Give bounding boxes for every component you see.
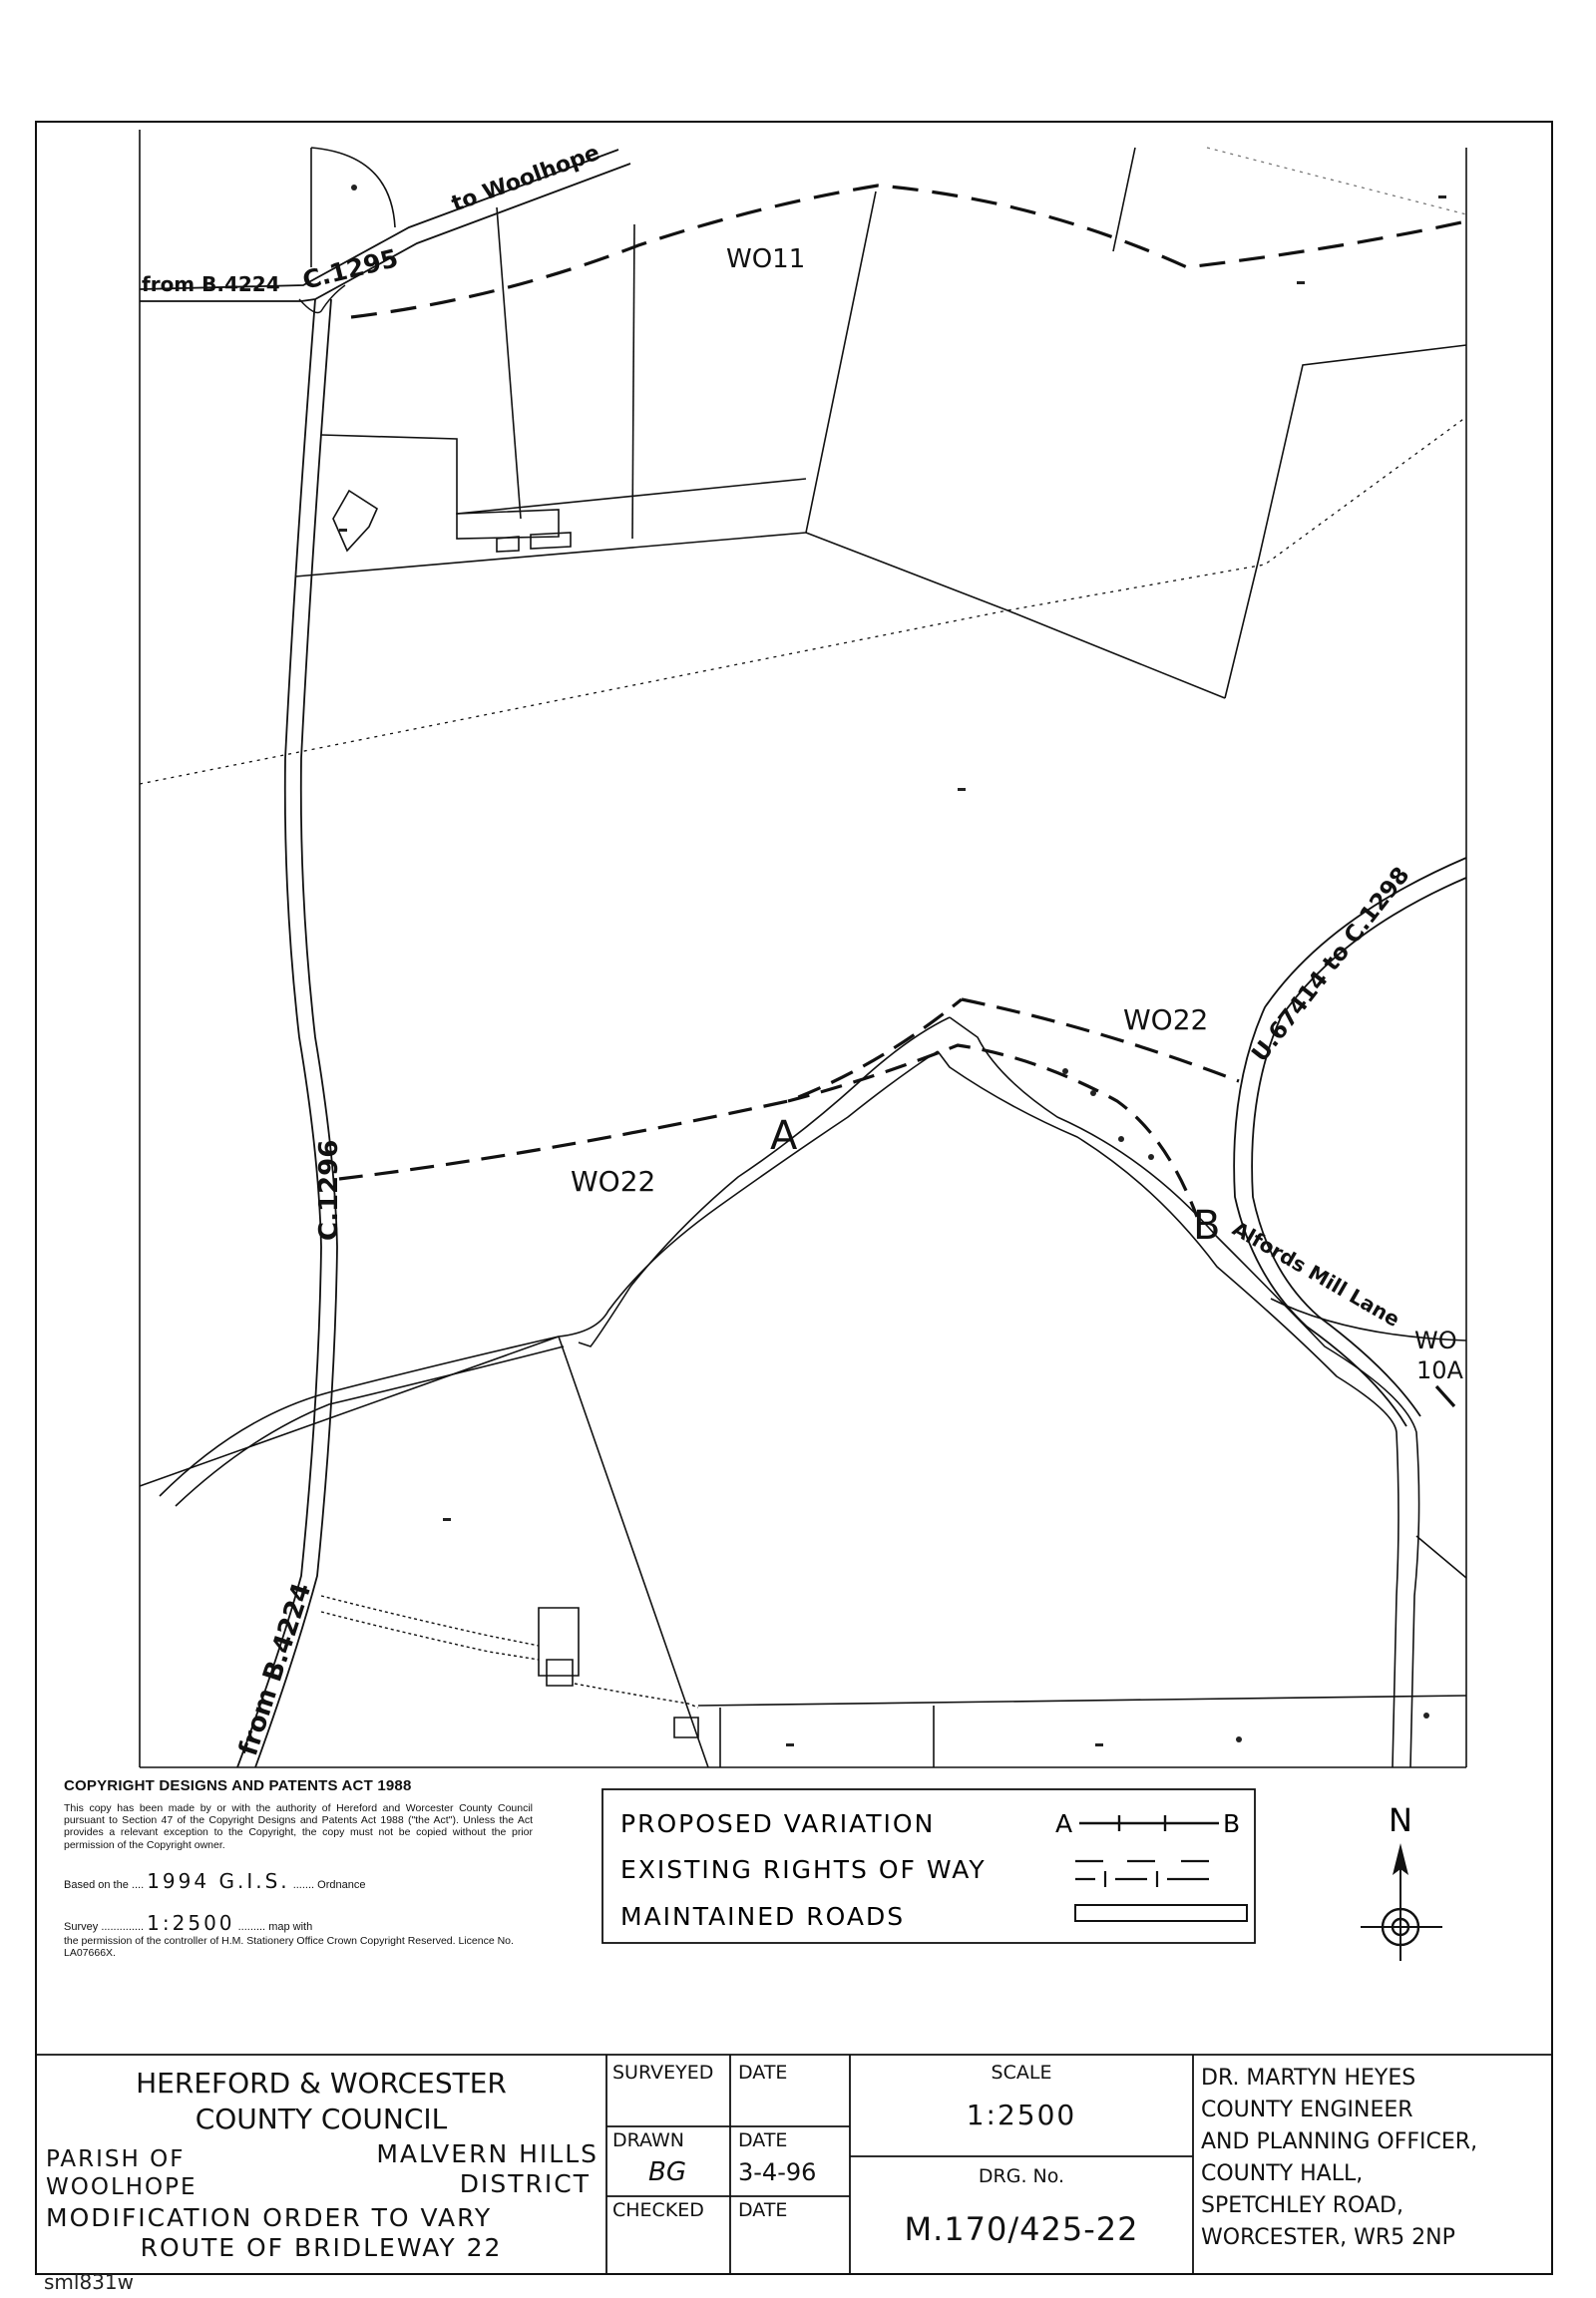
survey-line: Survey .............. 1:2500 ......... map with xyxy=(64,1910,313,1935)
farm-track xyxy=(321,1612,539,1660)
district-label: DISTRICT xyxy=(459,2169,591,2198)
tree-symbol xyxy=(1118,1136,1124,1142)
tree-symbol xyxy=(351,185,357,191)
officer-line6: WORCESTER, WR5 2NP xyxy=(1201,2225,1455,2250)
council-name-line2: COUNTY COUNCIL xyxy=(195,2103,448,2135)
drg-label: DRG. No. xyxy=(978,2165,1065,2187)
field-boundary xyxy=(497,207,521,519)
building xyxy=(531,533,571,549)
parcel-number xyxy=(1095,1743,1103,1746)
survey-prefix: Survey xyxy=(64,1920,99,1933)
parish-of-label: PARISH OF xyxy=(46,2146,186,2172)
officer-line2: COUNTY ENGINEER xyxy=(1201,2098,1413,2122)
legend xyxy=(602,1789,1255,1943)
parcel-number xyxy=(1297,281,1305,284)
parcel-number xyxy=(339,529,347,532)
field-boundary xyxy=(559,1337,708,1767)
title-block-text xyxy=(46,2062,1477,2262)
point-b-label: B xyxy=(1193,1203,1221,1249)
copyright-title: COPYRIGHT DESIGNS AND PATENTS ACT 1988 xyxy=(64,1777,412,1794)
label-to-woolhope: to Woolhope xyxy=(448,140,603,217)
point-a-label: A xyxy=(770,1113,798,1159)
proposed-variation xyxy=(788,1045,1197,1217)
label-wo10a-1: WO xyxy=(1414,1327,1457,1354)
file-reference: sml831w xyxy=(44,2270,134,2294)
label-u67414: U.67414 to C.1298 xyxy=(1247,862,1415,1067)
officer-line1: DR. MARTYN HEYES xyxy=(1201,2066,1416,2091)
drawn-label: DRAWN xyxy=(612,2129,685,2151)
field-boundary xyxy=(1113,148,1135,251)
officer-line3: AND PLANNING OFFICER, xyxy=(1201,2129,1478,2154)
label-c1295: C.1295 xyxy=(299,243,401,295)
road-c1296 xyxy=(237,299,321,1767)
copyright-permission: the permission of the controller of H.M. Stationery Office Crown Copyright Reserved. Licence No. LA07666X. xyxy=(64,1934,514,1959)
copyright-body: This copy has been made by or with the authority of Hereford and Worcester County Council pursuant to Section 47 of the Copyright Designs and Patents Act 1988 ("the Act"). Unless the Act provides a relevant exception to the Copyright, the copy must not be copied without the prior permission of the Copyright owner. xyxy=(64,1802,533,1851)
parcel-number xyxy=(786,1743,794,1746)
district-name: MALVERN HILLS xyxy=(376,2139,598,2168)
drawn-date-label: DATE xyxy=(738,2129,788,2151)
north-arrow xyxy=(1361,1801,1442,1961)
farm-track xyxy=(321,1596,539,1646)
label-c1296: C.1296 xyxy=(314,1139,344,1241)
north-label: N xyxy=(1389,1801,1412,1839)
building xyxy=(497,537,519,552)
tree-symbol xyxy=(1062,1068,1068,1074)
legend-proposed-b: B xyxy=(1223,1809,1241,1838)
tree-symbol xyxy=(1090,1090,1096,1096)
label-wo22-left: WO22 xyxy=(571,1165,656,1198)
based-on-prefix: Based on the xyxy=(64,1878,129,1891)
legend-maintained-symbol xyxy=(1075,1905,1247,1921)
tree-symbol xyxy=(1423,1713,1429,1719)
field-boundary xyxy=(806,533,1225,698)
field-boundary xyxy=(176,1346,564,1506)
field-boundary xyxy=(160,1337,559,1496)
surveyed-date-label: DATE xyxy=(738,2062,788,2084)
drawn-initials: BG xyxy=(648,2157,686,2187)
legend-existing-label: EXISTING RIGHTS OF WAY xyxy=(620,1855,987,1884)
surveyed-label: SURVEYED xyxy=(612,2062,714,2084)
legend-maintained-label: MAINTAINED ROADS xyxy=(620,1902,906,1931)
legend-existing-symbol xyxy=(1075,1861,1209,1887)
label-from-b4224-bottom: from B.4224 xyxy=(233,1579,318,1760)
map-labels xyxy=(142,141,1464,1759)
parish-name: WOOLHOPE xyxy=(46,2174,198,2200)
dotted-boundary xyxy=(1207,148,1466,214)
field-boundary xyxy=(321,435,806,514)
label-from-b4224-top: from B.4224 xyxy=(142,272,280,296)
legend-proposed-label: PROPOSED VARIATION xyxy=(620,1809,936,1838)
building xyxy=(333,491,377,551)
label-wo11: WO11 xyxy=(726,244,806,274)
field-boundary xyxy=(1416,1536,1466,1578)
field-boundary xyxy=(632,224,634,539)
field-boundary xyxy=(698,1696,1466,1706)
tree-symbol xyxy=(1236,1736,1242,1742)
drg-value: M.170/425-22 xyxy=(904,2210,1139,2248)
officer-line4: COUNTY HALL, xyxy=(1201,2161,1364,2186)
field-boundary xyxy=(806,192,876,533)
road-c1296-edge xyxy=(255,299,337,1767)
order-title-line1: MODIFICATION ORDER TO VARY xyxy=(46,2203,493,2232)
council-name-line1: HEREFORD & WORCESTER xyxy=(136,2067,507,2100)
based-on-value: 1994 G.I.S. xyxy=(147,1868,290,1893)
right-of-way-wo10a xyxy=(1436,1386,1454,1406)
copyright-notice xyxy=(64,1777,533,1959)
map-area xyxy=(140,148,1466,1767)
based-on-suffix: Ordnance xyxy=(317,1878,366,1891)
survey-suffix: map with xyxy=(268,1920,313,1933)
parcel-number xyxy=(443,1518,451,1521)
legend-proposed-a: A xyxy=(1055,1809,1073,1838)
right-of-way-wo22-left xyxy=(339,999,962,1179)
dotted-boundary xyxy=(140,417,1466,784)
checked-label: CHECKED xyxy=(612,2199,704,2221)
order-title-line2: ROUTE OF BRIDLEWAY 22 xyxy=(140,2233,503,2262)
field-boundary xyxy=(1225,345,1466,698)
scale-value: 1:2500 xyxy=(966,2099,1077,2131)
parcel-number xyxy=(1438,195,1446,198)
based-on-line: Based on the .... 1994 G.I.S. ....... Ordnance xyxy=(64,1868,366,1893)
tree-symbol xyxy=(1148,1154,1154,1160)
checked-date-label: DATE xyxy=(738,2199,788,2221)
label-wo10a-2: 10A xyxy=(1416,1356,1463,1384)
building xyxy=(547,1660,573,1686)
track xyxy=(950,1017,1419,1767)
label-alfords-mill-lane: Alfords Mill Lane xyxy=(1228,1216,1404,1332)
label-wo22-right: WO22 xyxy=(1123,1003,1209,1036)
field-boundary xyxy=(140,1337,559,1486)
parcel-number xyxy=(958,788,966,791)
field-boundary xyxy=(295,533,806,576)
officer-line5: SPETCHLEY ROAD, xyxy=(1201,2193,1403,2218)
survey-value: 1:2500 xyxy=(147,1910,235,1935)
legend-proposed-symbol xyxy=(1079,1815,1219,1831)
scale-label: SCALE xyxy=(991,2062,1052,2084)
drawn-date-value: 3-4-96 xyxy=(738,2158,817,2186)
map-symbols xyxy=(339,185,1446,1746)
